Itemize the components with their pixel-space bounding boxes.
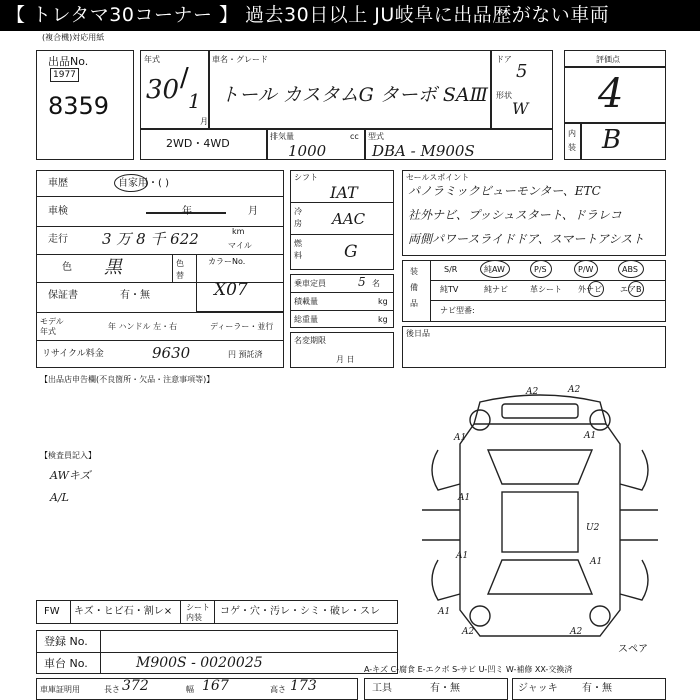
ps-circle — [530, 260, 552, 278]
equip-aw: 純AW — [484, 265, 505, 274]
damage-legend: A-キズ C-腐食 E-エクボ S-サビ U-凹ミ W-補修 XX-交換済 — [364, 665, 573, 674]
recycle-label: リサイクル料金 — [42, 349, 104, 359]
fuel-value: G — [344, 242, 358, 262]
equip-ext-navi: 外ナビ — [578, 285, 602, 294]
damage-mark-4: A1 — [584, 431, 597, 441]
damage-mark-6: U2 — [586, 523, 600, 533]
tools-label: 工具 — [372, 683, 392, 694]
seller-notes-label: 【出品店申告欄(不良箇所・欠品・注意事項等)】 — [40, 375, 215, 384]
year-label: 年式 — [144, 55, 160, 64]
ac-label-1: 冷 — [294, 207, 302, 216]
interior-label-2: 装 — [568, 143, 576, 152]
warranty-options: 有・無 — [120, 290, 150, 301]
damage-mark-3: A1 — [454, 433, 467, 443]
airbag-circle — [628, 281, 644, 297]
fuel-label-2: 料 — [294, 251, 302, 260]
score-value: 4 — [598, 71, 624, 117]
capacity-value: 5 — [358, 275, 366, 289]
color-label: 色 — [62, 262, 72, 273]
capacity-label: 乗車定員 — [294, 279, 326, 288]
door-value: 5 — [516, 61, 528, 82]
damage-mark-5: A1 — [458, 493, 471, 503]
private-circle — [114, 174, 148, 192]
interior-label-1: 内 — [568, 129, 576, 138]
spare-label: スペア — [618, 644, 648, 655]
load-unit: kg — [378, 297, 388, 306]
namechange-label: 名変期限 — [294, 336, 326, 345]
jack-options: 有・無 — [582, 683, 612, 694]
seat-text: コゲ・穴・汚レ・シミ・破レ・スレ — [220, 606, 380, 617]
capacity-unit: 名 — [372, 279, 380, 288]
seat-label-2: 内装 — [186, 613, 202, 622]
navi-model-label: ナビ型番: — [440, 306, 475, 315]
model-type-label-2: 年式 — [40, 327, 56, 336]
damage-mark-9: A1 — [438, 607, 451, 617]
namechange-unit: 月 日 — [336, 355, 355, 364]
interior-value: B — [602, 125, 622, 155]
ac-value: AAC — [332, 210, 366, 228]
month-value: 1 — [188, 89, 201, 113]
tools-options: 有・無 — [430, 683, 460, 694]
equip-airbag: エアB — [620, 285, 642, 294]
chassis-value: M900S - 0020025 — [136, 655, 263, 671]
door-label: ドア — [496, 55, 512, 64]
inspector-note-1: AWキズ — [50, 469, 91, 482]
model-label: 型式 — [368, 132, 384, 141]
fuel-label-1: 燃 — [294, 239, 302, 248]
width-value: 167 — [202, 678, 229, 694]
shape-label: 形状 — [496, 91, 512, 100]
inspector-label: 【検査員記入】 — [40, 451, 96, 460]
sheet-subtitle: (複合機)対応用紙 — [42, 33, 105, 42]
year-value: 30 — [146, 75, 180, 105]
pw-circle — [574, 260, 598, 278]
fw-label: FW — [44, 606, 60, 617]
model-type-label: モデル — [40, 317, 64, 326]
damage-mark-1: A2 — [526, 387, 539, 397]
mileage-label: 走行 — [48, 234, 68, 245]
shift-label: シフト — [294, 173, 318, 182]
handle-label: 年 ハンドル 左・右 — [108, 322, 178, 331]
damage-mark-10: A2 — [462, 627, 475, 637]
damage-mark-11: A2 — [570, 627, 583, 637]
seat-label-1: シート — [186, 603, 210, 612]
sales-point-1: パノラミックビューモンター、ETC — [408, 184, 601, 198]
inspection-year: 年 — [182, 206, 192, 217]
ac-label-2: 房 — [294, 219, 302, 228]
damage-mark-8: A1 — [590, 557, 603, 567]
color-value: 黒 — [104, 257, 122, 278]
color-change-2: 替 — [176, 271, 184, 280]
model-value: DBA - M900S — [372, 142, 475, 160]
abs-circle — [618, 260, 644, 278]
mileage-value: 3 万 8 千 622 — [102, 230, 199, 248]
jack-label: ジャッキ — [518, 683, 558, 694]
shift-value: IAT — [330, 183, 358, 202]
lot-number: 8359 — [48, 92, 110, 120]
history-options: 自家用・( ) — [118, 178, 169, 189]
color-change-1: 色 — [176, 259, 184, 268]
cert-label: 車庫証明用 — [40, 685, 80, 694]
shape-value: W — [512, 99, 529, 118]
auction-sheet: (複合機)対応用紙 出品No. 1977 8359 年式 30 / 1 月 車名・グレード トール カスタムG ターボ SAⅢ ドア 5 形状 W 2WD・4WD 排気量 cc 1000 型式 DBA - M900S 評価点 4 内 装 B 車歴 自家用・( ) 車検 年 月 走行 3 万 8 千 622 km マイル 色 黒 色 替 保証書 有・無 モデル 年式 年 ハンドル 左・右 ディーラー・並行 リサイクル料金 9630 円 預託済 カラーNo. X07 シフト IAT 冷 房 AAC 燃 料 G 乗車定員 5 名 積載量 kg 総重量 kg 名変期限 月 日 セールスポイント パノラミックビューモンター、ETC 社外ナビ、プッシュスタート、ドラレコ 両側パワースライドドア、スマートアシスト 装 備 品 S/R 純AW P/S P/W ABS 純TV 純ナビ 革シート 外ナビ エアB ナビ型番: 後日品 【出品店申告欄(不良箇所・欠品・注意事項等)】 【検査員記入】 AWキズ A/L A2 A2 A1 A1 A1 U2 A1 A1 A1 A2 A2 スペア FW キズ・ヒビ石・割レ× シート 内装 コゲ・穴・汚レ・シミ・破レ・スレ 登録 No. 車台 No. M900S - 0020025 A-キズ C-腐食 E-エクボ S-サビ U-凹ミ W-補修 XX-交換済 車庫証明用 長さ 372 幅 167 高さ 173 工具 有・無 ジャッキ 有・無 — [0, 0, 700, 700]
chassis-label: 車台 No. — [44, 657, 88, 670]
length-label: 長さ — [104, 685, 120, 694]
mileage-unit-km: km — [232, 227, 245, 236]
equipment-label-1: 装 — [410, 267, 418, 276]
equipment-label-2: 備 — [410, 283, 418, 292]
dealer-label: ディーラー・並行 — [210, 322, 274, 331]
later-box — [402, 326, 666, 368]
inspection-label: 車検 — [48, 206, 68, 217]
gross-unit: kg — [378, 315, 388, 324]
drive-options: 2WD・4WD — [166, 137, 230, 150]
gross-label: 総重量 — [294, 315, 318, 324]
damage-mark-7: A1 — [456, 551, 469, 561]
sales-point-3: 両側パワースライドドア、スマートアシスト — [408, 232, 645, 246]
fw-text: キズ・ヒビ石・割レ× — [74, 606, 173, 617]
equip-ps: P/S — [534, 265, 547, 274]
displacement-unit: cc — [350, 132, 359, 141]
sales-points-label: セールスポイント — [406, 173, 470, 182]
equip-abs: ABS — [622, 265, 638, 274]
lot-year: 1977 — [50, 68, 79, 82]
displacement-value: 1000 — [288, 142, 327, 160]
height-label: 高さ — [270, 685, 286, 694]
recycle-unit: 円 預託済 — [228, 350, 263, 359]
equip-navi: 純ナビ — [484, 285, 508, 294]
ext-navi-circle — [588, 281, 604, 297]
history-label: 車歴 — [48, 178, 68, 189]
aw-circle — [480, 260, 510, 278]
warranty-label: 保証書 — [48, 290, 78, 301]
registration-label: 登録 No. — [44, 635, 88, 648]
lot-label: 出品No. — [48, 55, 89, 68]
sales-point-2: 社外ナビ、プッシュスタート、ドラレコ — [408, 208, 622, 222]
month-unit: 月 — [200, 117, 208, 126]
equip-pw: P/W — [578, 265, 594, 274]
car-name-label: 車名・グレード — [212, 55, 268, 64]
displacement-label: 排気量 — [270, 132, 294, 141]
recycle-value: 9630 — [152, 344, 191, 362]
length-value: 372 — [122, 678, 149, 694]
equip-tv: 純TV — [440, 285, 459, 294]
later-label: 後日品 — [406, 329, 430, 338]
equipment-label-3: 品 — [410, 299, 418, 308]
load-label: 積載量 — [294, 297, 318, 306]
mileage-unit-mile: マイル — [228, 241, 252, 250]
car-name-value: トール カスタムG ターボ SAⅢ — [220, 84, 488, 106]
inspector-note-2: A/L — [50, 491, 69, 504]
score-label: 評価点 — [596, 55, 620, 64]
equip-leather: 革シート — [530, 285, 562, 294]
color-no-value: X07 — [214, 280, 248, 300]
width-label: 幅 — [186, 685, 194, 694]
inspection-month: 月 — [248, 206, 258, 217]
damage-mark-2: A2 — [568, 385, 581, 395]
height-value: 173 — [290, 678, 317, 694]
equip-sr: S/R — [444, 265, 458, 274]
color-no-label: カラーNo. — [208, 257, 246, 266]
title-banner: 【 トレタマ30コーナー 】 過去30日以上 JU岐阜に出品歴がない車両 — [0, 0, 700, 31]
